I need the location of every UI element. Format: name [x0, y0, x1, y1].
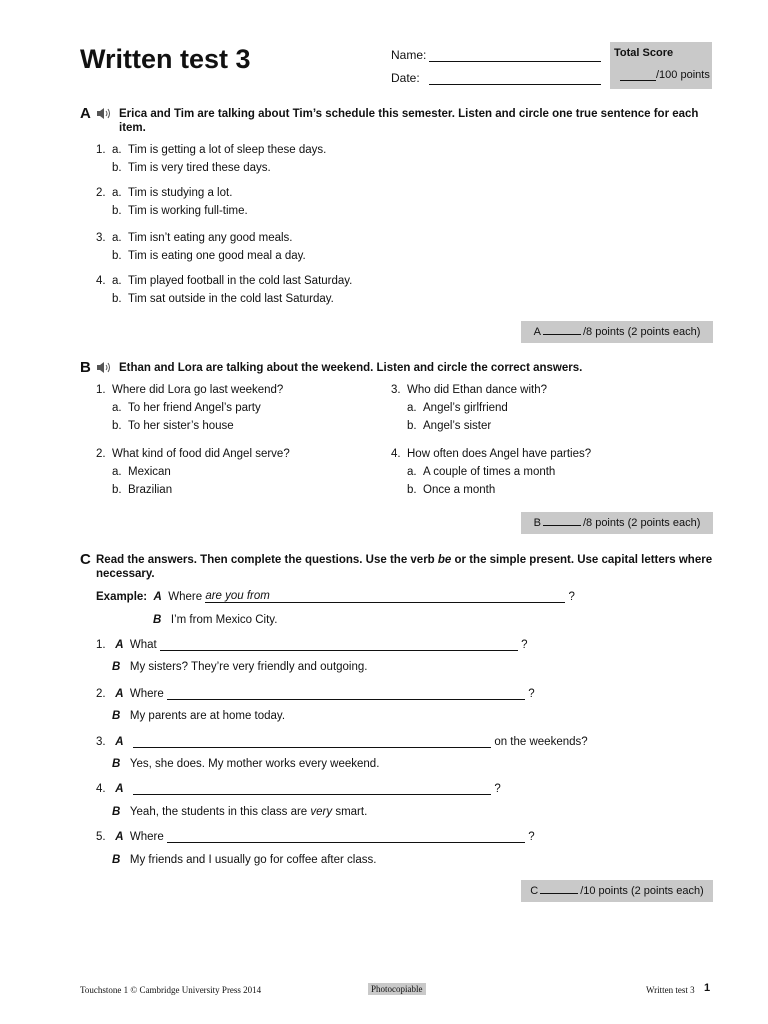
- answer-line[interactable]: [133, 782, 491, 795]
- option-a[interactable]: Tim is studying a lot.: [128, 187, 233, 199]
- date-field[interactable]: [391, 71, 601, 85]
- option-b[interactable]: Angel’s sister: [423, 420, 492, 432]
- option-b[interactable]: Tim is working full-time.: [128, 205, 248, 217]
- date-label: Date:: [391, 71, 420, 85]
- option-a[interactable]: Angel’s girlfriend: [423, 402, 508, 414]
- section-c-score: C /10 points (2 points each): [521, 880, 713, 902]
- score-blank[interactable]: [543, 514, 581, 526]
- section-b-item-2: 2. What kind of food did Angel serve? a. Mexican b. Brazilian: [96, 448, 290, 496]
- section-c-item-1-answer: B My sisters? They’re very friendly and outgoing.: [112, 661, 368, 673]
- footer-test-name: Written test 3: [646, 985, 695, 995]
- option-b[interactable]: Tim sat outside in the cold last Saturday.: [128, 293, 334, 305]
- name-line[interactable]: [429, 49, 601, 62]
- name-label: Name:: [391, 48, 427, 62]
- speaker-icon: [96, 107, 112, 120]
- date-line[interactable]: [429, 72, 601, 85]
- section-c-item-2-question: 2. A Where ?: [96, 688, 535, 700]
- option-b[interactable]: Tim is very tired these days.: [128, 162, 271, 174]
- footer-copyright: Touchstone 1 © Cambridge University Press 2014: [80, 985, 262, 995]
- section-a-item-4: 4. a. Tim played football in the cold last Saturday. b. Tim sat outside in the cold last Saturday.: [96, 275, 353, 305]
- section-a-item-3: 3. a. Tim isn’t eating any good meals. b. Tim is eating one good meal a day.: [96, 232, 306, 262]
- option-b[interactable]: To her sister’s house: [128, 420, 234, 432]
- score-blank[interactable]: [543, 323, 581, 335]
- section-c-item-4-question: 4. A ?: [96, 783, 501, 795]
- example-answer: B I’m from Mexico City.: [153, 614, 278, 626]
- option-a[interactable]: Mexican: [128, 466, 171, 478]
- total-score-label: Total Score: [614, 47, 674, 59]
- section-c-item-2-answer: B My parents are at home today.: [112, 710, 286, 722]
- example-answer-line: are you from: [205, 590, 565, 603]
- total-score-blank[interactable]: [620, 70, 656, 81]
- answer-line[interactable]: [133, 735, 491, 748]
- page-number: 1: [704, 982, 711, 994]
- section-c-item-3-answer: B Yes, she does. My mother works every weekend.: [112, 758, 380, 770]
- section-c-item-3-question: 3. A on the weekends?: [96, 736, 588, 748]
- section-c-item-4-answer: B Yeah, the students in this class are very smart.: [112, 806, 368, 818]
- section-a-instruction: Erica and Tim are talking about Tim’s schedule this semester. Listen and circle one true sentence for each item.: [119, 108, 699, 134]
- section-a-item-1: 1. a. Tim is getting a lot of sleep these days. b. Tim is very tired these days.: [96, 144, 327, 174]
- section-b-item-4: 4. How often does Angel have parties? a. A couple of times a month b. Once a month: [391, 448, 592, 496]
- option-a[interactable]: Tim isn’t eating any good meals.: [128, 232, 293, 244]
- section-b-item-1: 1. Where did Lora go last weekend? a. To her friend Angel’s party b. To her sister’s house: [96, 384, 284, 432]
- option-a[interactable]: Tim played football in the cold last Saturday.: [128, 275, 353, 287]
- example-question: Example: A Where are you from ?: [96, 590, 575, 603]
- option-a[interactable]: A couple of times a month: [423, 466, 556, 478]
- name-field[interactable]: [391, 48, 601, 62]
- speaker-icon: [96, 361, 112, 374]
- page-title: Written test 3: [80, 44, 251, 74]
- section-c-item-5-answer: B My friends and I usually go for coffee after class.: [112, 854, 377, 866]
- section-c-item-1-question: 1. A What ?: [96, 639, 528, 651]
- section-a-letter: A: [80, 105, 91, 122]
- option-a[interactable]: Tim is getting a lot of sleep these days.: [128, 144, 327, 156]
- section-c-letter: C: [80, 551, 91, 568]
- total-score-points: /100 points: [620, 69, 710, 81]
- section-b-letter: B: [80, 359, 91, 376]
- section-a-item-2: 2. a. Tim is studying a lot. b. Tim is working full-time.: [96, 187, 248, 217]
- footer-photocopiable: Photocopiable: [368, 983, 426, 995]
- option-a[interactable]: To her friend Angel’s party: [128, 402, 261, 414]
- option-b[interactable]: Brazilian: [128, 484, 173, 496]
- score-blank[interactable]: [540, 882, 578, 894]
- section-b-item-3: 3. Who did Ethan dance with? a. Angel’s girlfriend b. Angel’s sister: [391, 384, 548, 432]
- section-b-score: B /8 points (2 points each): [521, 512, 713, 534]
- total-score-box: [610, 42, 712, 89]
- section-c-instruction: Read the answers. Then complete the questions. Use the verb be or the simple present. Use capital letters where necessary.: [96, 554, 713, 580]
- answer-line[interactable]: [167, 687, 525, 700]
- section-b-instruction: Ethan and Lora are talking about the weekend. Listen and circle the correct answers.: [119, 362, 583, 374]
- answer-line[interactable]: [167, 830, 525, 843]
- section-a-score: A /8 points (2 points each): [521, 321, 713, 343]
- answer-line[interactable]: [160, 638, 518, 651]
- option-b[interactable]: Once a month: [423, 484, 496, 496]
- option-b[interactable]: Tim is eating one good meal a day.: [128, 250, 306, 262]
- section-c-item-5-question: 5. A Where ?: [96, 831, 535, 843]
